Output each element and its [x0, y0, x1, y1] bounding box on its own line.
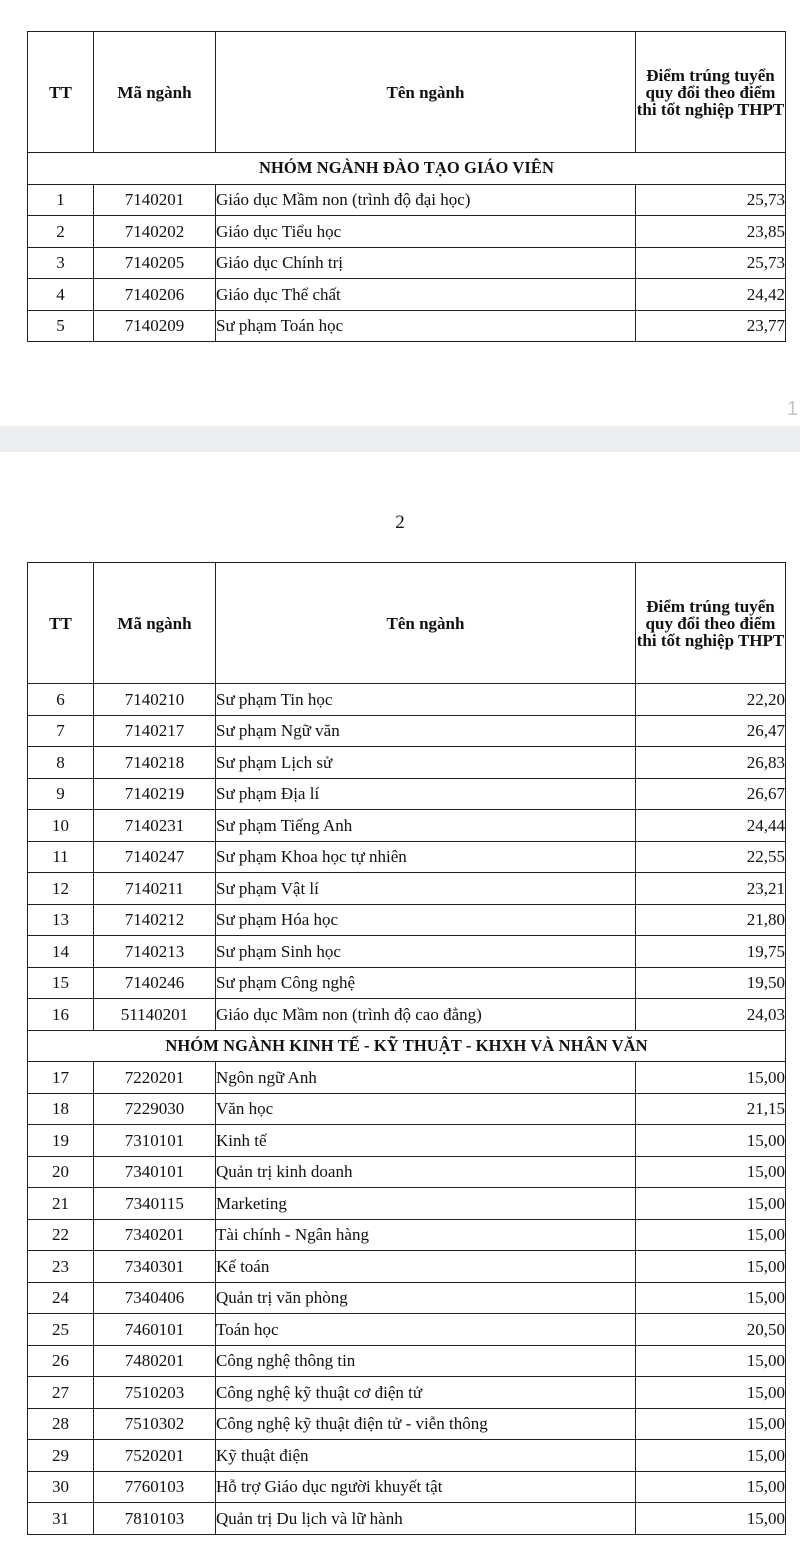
row-name: Toán học [216, 1314, 636, 1346]
row-score: 23,85 [636, 216, 786, 248]
row-tt: 6 [28, 684, 94, 716]
row-tt: 29 [28, 1440, 94, 1472]
table-header-row [28, 563, 786, 684]
row-score: 24,03 [636, 999, 786, 1031]
row-name: Sư phạm Toán học [216, 310, 636, 342]
row-code: 7510203 [94, 1377, 216, 1409]
group-title: NHÓM NGÀNH KINH TẾ - KỸ THUẬT - KHXH VÀ NHÂN VĂN [28, 1030, 786, 1062]
header-score: Điểm trúng tuyển quy đổi theo điểm thi tốt nghiệp THPT [636, 32, 786, 153]
row-score: 26,67 [636, 778, 786, 810]
row-score: 15,00 [636, 1156, 786, 1188]
table-row [28, 1282, 786, 1314]
row-tt: 26 [28, 1345, 94, 1377]
table-row [28, 747, 786, 779]
row-score: 19,50 [636, 967, 786, 999]
document-page-2 [0, 452, 800, 1541]
row-code: 7140247 [94, 841, 216, 873]
row-tt: 3 [28, 247, 94, 279]
row-code: 7140246 [94, 967, 216, 999]
row-code: 7140202 [94, 216, 216, 248]
row-tt: 8 [28, 747, 94, 779]
row-score: 15,00 [636, 1282, 786, 1314]
row-name: Sư phạm Tiếng Anh [216, 810, 636, 842]
table-row [28, 810, 786, 842]
table-row [28, 1156, 786, 1188]
table-row [28, 247, 786, 279]
row-score: 15,00 [636, 1125, 786, 1157]
row-name: Công nghệ thông tin [216, 1345, 636, 1377]
row-score: 19,75 [636, 936, 786, 968]
row-tt: 16 [28, 999, 94, 1031]
document-page-1 [0, 0, 800, 426]
row-name: Quản trị Du lịch và lữ hành [216, 1503, 636, 1535]
row-score: 21,15 [636, 1093, 786, 1125]
row-score: 15,00 [636, 1345, 786, 1377]
table-row [28, 1408, 786, 1440]
row-code: 7140210 [94, 684, 216, 716]
row-score: 15,00 [636, 1440, 786, 1472]
row-tt: 15 [28, 967, 94, 999]
table-row [28, 904, 786, 936]
row-name: Công nghệ kỹ thuật cơ điện tử [216, 1377, 636, 1409]
row-code: 51140201 [94, 999, 216, 1031]
row-tt: 23 [28, 1251, 94, 1283]
group-row [28, 1030, 786, 1062]
row-code: 7510302 [94, 1408, 216, 1440]
row-tt: 10 [28, 810, 94, 842]
row-tt: 22 [28, 1219, 94, 1251]
header-code: Mã ngành [94, 32, 216, 153]
row-code: 7310101 [94, 1125, 216, 1157]
table-row [28, 1314, 786, 1346]
table-row [28, 184, 786, 216]
row-code: 7340406 [94, 1282, 216, 1314]
row-tt: 1 [28, 184, 94, 216]
table-row [28, 841, 786, 873]
row-score: 15,00 [636, 1062, 786, 1094]
row-code: 7140219 [94, 778, 216, 810]
row-tt: 28 [28, 1408, 94, 1440]
row-code: 7220201 [94, 1062, 216, 1094]
row-tt: 30 [28, 1471, 94, 1503]
row-tt: 2 [28, 216, 94, 248]
table-body-page-1 [28, 32, 786, 342]
row-score: 24,44 [636, 810, 786, 842]
table-header-row [28, 32, 786, 153]
row-score: 25,73 [636, 247, 786, 279]
row-tt: 19 [28, 1125, 94, 1157]
row-code: 7140213 [94, 936, 216, 968]
row-name: Giáo dục Mầm non (trình độ cao đẳng) [216, 999, 636, 1031]
row-name: Giáo dục Tiểu học [216, 216, 636, 248]
row-code: 7140211 [94, 873, 216, 905]
row-tt: 24 [28, 1282, 94, 1314]
row-code: 7340301 [94, 1251, 216, 1283]
row-name: Ngôn ngữ Anh [216, 1062, 636, 1094]
header-name: Tên ngành [216, 32, 636, 153]
table-row [28, 936, 786, 968]
row-name: Quản trị văn phòng [216, 1282, 636, 1314]
table-row [28, 1125, 786, 1157]
table-row [28, 873, 786, 905]
group-title: NHÓM NGÀNH ĐÀO TẠO GIÁO VIÊN [28, 153, 786, 185]
table-row [28, 1093, 786, 1125]
row-tt: 20 [28, 1156, 94, 1188]
row-name: Kỹ thuật điện [216, 1440, 636, 1472]
row-name: Giáo dục Mầm non (trình độ đại học) [216, 184, 636, 216]
row-code: 7140209 [94, 310, 216, 342]
row-score: 26,83 [636, 747, 786, 779]
row-code: 7520201 [94, 1440, 216, 1472]
table-row [28, 967, 786, 999]
row-code: 7140231 [94, 810, 216, 842]
table-row [28, 279, 786, 311]
page-number-side: 1 [786, 398, 798, 420]
table-row [28, 1219, 786, 1251]
row-code: 7460101 [94, 1314, 216, 1346]
table-row [28, 715, 786, 747]
table-row [28, 1377, 786, 1409]
row-code: 7140212 [94, 904, 216, 936]
table-row [28, 1345, 786, 1377]
row-name: Sư phạm Vật lí [216, 873, 636, 905]
row-code: 7140206 [94, 279, 216, 311]
table-row [28, 999, 786, 1031]
row-name: Sư phạm Công nghệ [216, 967, 636, 999]
row-name: Sư phạm Lịch sử [216, 747, 636, 779]
row-score: 22,20 [636, 684, 786, 716]
row-code: 7340201 [94, 1219, 216, 1251]
row-tt: 14 [28, 936, 94, 968]
row-code: 7140217 [94, 715, 216, 747]
row-name: Kinh tế [216, 1125, 636, 1157]
table-row [28, 1503, 786, 1535]
row-name: Sư phạm Tin học [216, 684, 636, 716]
admission-scores-table-page-2 [27, 562, 786, 1535]
page-number: 2 [395, 512, 405, 533]
row-code: 7229030 [94, 1093, 216, 1125]
table-row [28, 216, 786, 248]
header-code: Mã ngành [94, 563, 216, 684]
row-tt: 21 [28, 1188, 94, 1220]
row-name: Sư phạm Ngữ văn [216, 715, 636, 747]
row-name: Sư phạm Hóa học [216, 904, 636, 936]
row-tt: 25 [28, 1314, 94, 1346]
table-row [28, 1440, 786, 1472]
row-code: 7140201 [94, 184, 216, 216]
row-code: 7810103 [94, 1503, 216, 1535]
row-name: Kế toán [216, 1251, 636, 1283]
admission-scores-table-page-1 [27, 31, 786, 342]
row-score: 21,80 [636, 904, 786, 936]
row-name: Hỗ trợ Giáo dục người khuyết tật [216, 1471, 636, 1503]
row-score: 23,77 [636, 310, 786, 342]
row-tt: 18 [28, 1093, 94, 1125]
header-tt: TT [28, 563, 94, 684]
row-tt: 7 [28, 715, 94, 747]
row-score: 25,73 [636, 184, 786, 216]
row-score: 22,55 [636, 841, 786, 873]
row-code: 7140205 [94, 247, 216, 279]
row-score: 24,42 [636, 279, 786, 311]
table-row [28, 1471, 786, 1503]
row-name: Công nghệ kỹ thuật điện tử - viễn thông [216, 1408, 636, 1440]
row-name: Giáo dục Thể chất [216, 279, 636, 311]
row-score: 15,00 [636, 1219, 786, 1251]
row-tt: 4 [28, 279, 94, 311]
table-row [28, 310, 786, 342]
row-score: 20,50 [636, 1314, 786, 1346]
table-row [28, 684, 786, 716]
row-name: Sư phạm Sinh học [216, 936, 636, 968]
row-name: Văn học [216, 1093, 636, 1125]
row-score: 23,21 [636, 873, 786, 905]
row-score: 15,00 [636, 1251, 786, 1283]
row-code: 7760103 [94, 1471, 216, 1503]
row-code: 7340115 [94, 1188, 216, 1220]
row-tt: 5 [28, 310, 94, 342]
row-code: 7340101 [94, 1156, 216, 1188]
row-tt: 12 [28, 873, 94, 905]
row-tt: 9 [28, 778, 94, 810]
header-score: Điểm trúng tuyển quy đổi theo điểm thi tốt nghiệp THPT [636, 563, 786, 684]
row-name: Giáo dục Chính trị [216, 247, 636, 279]
table-row [28, 1251, 786, 1283]
row-name: Sư phạm Địa lí [216, 778, 636, 810]
row-tt: 27 [28, 1377, 94, 1409]
table-row [28, 778, 786, 810]
row-score: 15,00 [636, 1503, 786, 1535]
row-name: Sư phạm Khoa học tự nhiên [216, 841, 636, 873]
row-tt: 11 [28, 841, 94, 873]
header-name: Tên ngành [216, 563, 636, 684]
group-row [28, 153, 786, 185]
header-tt: TT [28, 32, 94, 153]
row-tt: 17 [28, 1062, 94, 1094]
row-name: Marketing [216, 1188, 636, 1220]
row-score: 26,47 [636, 715, 786, 747]
row-code: 7480201 [94, 1345, 216, 1377]
row-score: 15,00 [636, 1471, 786, 1503]
row-name: Tài chính - Ngân hàng [216, 1219, 636, 1251]
row-code: 7140218 [94, 747, 216, 779]
row-score: 15,00 [636, 1377, 786, 1409]
row-tt: 13 [28, 904, 94, 936]
table-row [28, 1062, 786, 1094]
row-tt: 31 [28, 1503, 94, 1535]
row-score: 15,00 [636, 1188, 786, 1220]
table-body-page-2 [28, 563, 786, 1535]
row-score: 15,00 [636, 1408, 786, 1440]
table-row [28, 1188, 786, 1220]
row-name: Quản trị kinh doanh [216, 1156, 636, 1188]
